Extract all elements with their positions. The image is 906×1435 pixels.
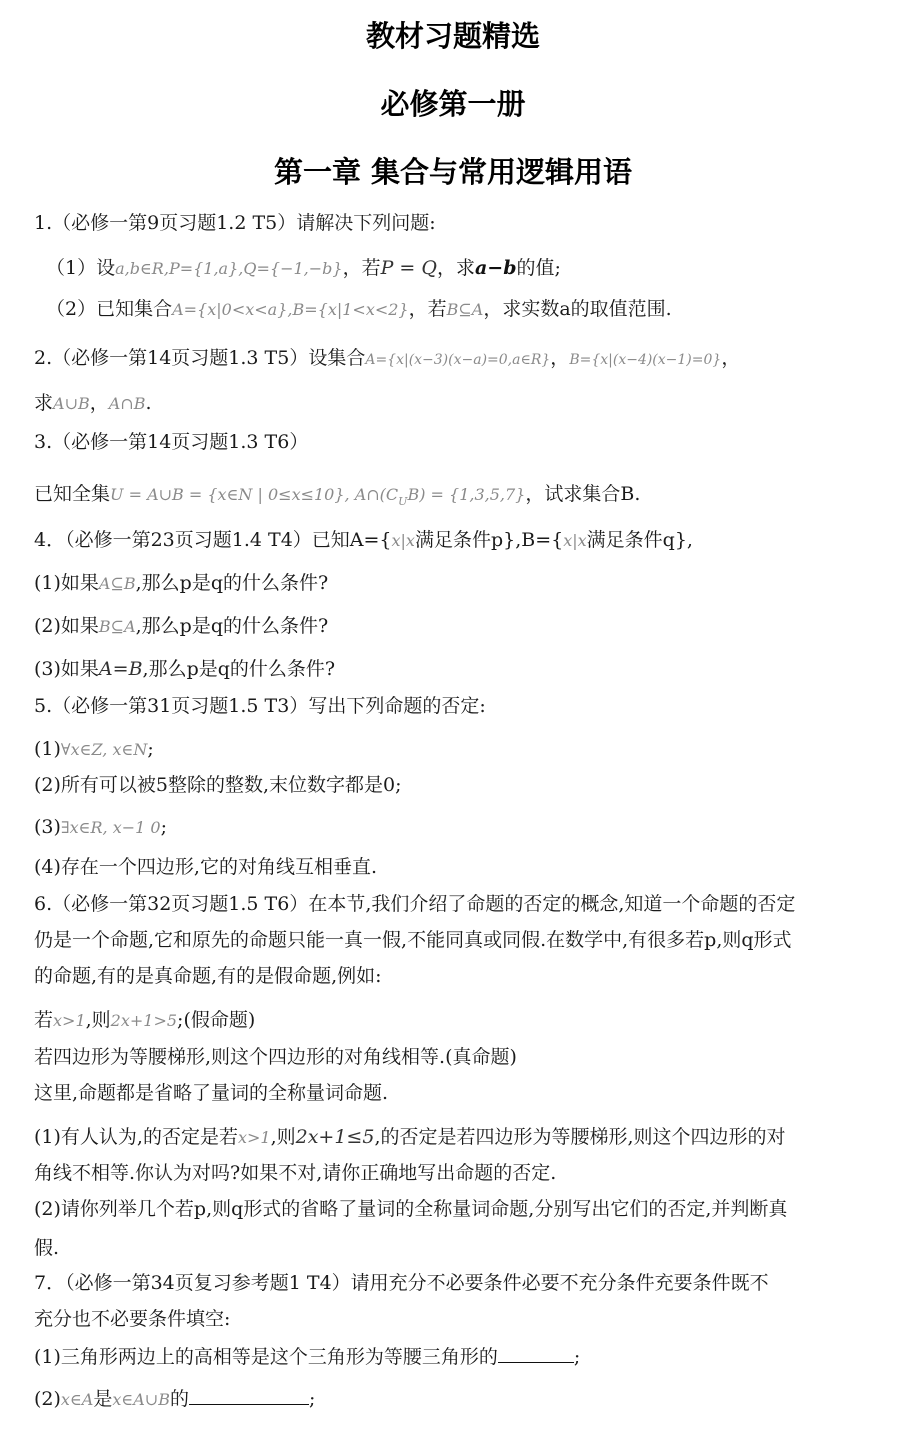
q1-part2-text-c: ，求实数a的取值范围. [483, 298, 672, 320]
q5-heading: 5.（必修一第31页习题1.5 T3）写出下列命题的否定: [34, 695, 486, 717]
q7-part1-blank[interactable] [498, 1344, 574, 1363]
q6-example1 [34, 1008, 888, 1033]
q4-part1-text-b: ,那么p是q的什么条件? [135, 572, 329, 594]
q7-part2-math1: x∈A [60, 1390, 94, 1409]
q6-example1-text-a: 若 [34, 1009, 54, 1031]
q4-part1-math: A⊆B [98, 574, 136, 593]
q6-part1-text-a: (1)有人认为,的否定是若 [34, 1126, 238, 1148]
q2-math-set-a: A={x|(x−3)(x−a)=0,a∈R} [365, 352, 551, 368]
q6-line3: 的命题,有的是真命题,有的是假命题,例如: [34, 965, 382, 987]
q6-example1-math1: x>1 [53, 1011, 86, 1030]
q2-math-intersection: A∩B [108, 394, 146, 413]
q6-heading: 6.（必修一第32页习题1.5 T6）在本节,我们介绍了命题的否定的概念,知道一个命题的否定 [34, 893, 796, 915]
q2-line2-text-a: 求 [34, 392, 54, 414]
q4-part1-text-a: (1)如果 [34, 572, 99, 594]
q6-example2: 若四边形为等腰梯形,则这个四边形的对角线相等.(真命题) [34, 1046, 517, 1068]
q4-part2-text-b: ,那么p是q的什么条件? [135, 615, 329, 637]
q6-part1-line2: 角线不相等.你认为对吗?如果不对,请你正确地写出命题的否定. [34, 1162, 557, 1184]
q5-part1-text-a: (1) [34, 738, 61, 760]
q1-part1-math-diff: a−b [474, 257, 517, 279]
q7-part1-end: ; [573, 1346, 581, 1368]
q6-part1-math1: x>1 [237, 1128, 271, 1147]
q3-math-complement: B) = {1,3,5,7} [407, 485, 526, 504]
q4-math-x2: x|x [563, 531, 587, 550]
q7-part2-end: ; [308, 1388, 316, 1410]
q5-part1 [34, 737, 888, 762]
q3-line2-text-a: 已知全集 [34, 483, 111, 505]
q7-heading: 7．（必修一第34页复习参考题1 T4）请用充分不必要条件必要不充分条件充要条件既不 [34, 1272, 769, 1294]
q7-line2: 充分也不必要条件填空: [34, 1308, 231, 1330]
q6-note: 这里,命题都是省略了量词的全称量词命题. [34, 1082, 389, 1104]
q1-part2 [46, 297, 888, 322]
q7-part2-text-a: (2) [34, 1388, 61, 1410]
q2-line2-text-b: ， [89, 392, 109, 414]
q5-part3-math: ∃x∈R, x−1 0 [60, 818, 161, 837]
q1-part1 [46, 256, 888, 281]
q5-part3-text-a: (3) [34, 816, 61, 838]
q6-example1-text-b: ,则 [85, 1009, 111, 1031]
q6-line2: 仍是一个命题,它和原先的命题只能一真一假,不能同真或同假.在数学中,有很多若p,则q形式 [34, 929, 792, 951]
q4-heading-text-a: 4．（必修一第23页习题1.4 T4）已知A={ [34, 529, 392, 551]
q3-line2-text-b: ，试求集合B. [525, 483, 641, 505]
q1-part1-text-b: ，若 [342, 257, 381, 279]
q2-math-union: A∪B [53, 394, 90, 413]
q7-part2-blank[interactable] [189, 1386, 309, 1405]
q3-line2 [34, 482, 888, 514]
q6-part1-text-c: ,的否定是若四边形为等腰梯形,则这个四边形的对 [374, 1126, 786, 1148]
q1-part2-math-sets: A={x|0<x<a},B={x|1<x<2} [172, 300, 409, 319]
q2-sep: ， [550, 347, 570, 369]
book-title: 必修第一册 [380, 87, 526, 121]
q7-part1 [34, 1344, 888, 1369]
q4-part3-math: A=B [98, 658, 143, 680]
q4-part2 [34, 614, 888, 639]
q6-part1-math2: 2x+1≤5 [295, 1126, 375, 1148]
q2-line2-text-c: . [145, 392, 152, 414]
q7-part2-text-b: 是 [93, 1388, 113, 1410]
main-title: 教材习题精选 [365, 19, 540, 53]
q6-part1-text-b: ,则 [270, 1126, 296, 1148]
q3-heading: 3.（必修一第14页习题1.3 T6） [34, 431, 309, 453]
q5-part4: (4)存在一个四边形,它的对角线互相垂直. [34, 856, 377, 878]
q4-part3-text-a: (3)如果 [34, 658, 99, 680]
q7-part2-math2: x∈A∪B [112, 1390, 170, 1409]
q3-math-universal: U = A∪B = {x∈N | 0≤x≤10}, A∩(C [110, 485, 399, 504]
q7-part2 [34, 1386, 888, 1412]
q1-heading: 1.（必修一第9页习题1.2 T5）请解决下列问题: [34, 212, 436, 234]
q2-line2 [34, 391, 888, 416]
q5-part2: (2)所有可以被5整除的整数,末位数字都是0; [34, 774, 402, 796]
q6-example1-math2: 2x+1>5 [110, 1011, 178, 1030]
q4-heading-text-b: 满足条件p},B={ [414, 529, 564, 551]
q4-part3-text-b: ,那么p是q的什么条件? [142, 658, 336, 680]
q4-part1 [34, 571, 888, 596]
q5-part1-text-b: ; [147, 738, 154, 760]
q6-part2-line2: 假. [34, 1237, 60, 1259]
q4-math-x1: x|x [391, 531, 415, 550]
q2-heading [34, 346, 888, 372]
q4-heading [34, 528, 888, 553]
q1-part1-math-sets: a,b∈R,P={1,a},Q={−1,−b} [115, 259, 343, 278]
q4-heading-text-c: 满足条件q}, [586, 529, 693, 551]
q4-part2-math: B⊆A [98, 617, 136, 636]
q7-part2-text-c: 的 [169, 1388, 189, 1410]
q1-part2-text-b: ，若 [408, 298, 447, 320]
q6-example1-text-c: ;(假命题) [177, 1009, 256, 1031]
chapter-title: 第一章 集合与常用逻辑用语 [273, 155, 633, 189]
q7-part1-text: (1)三角形两边上的高相等是这个三角形为等腰三角形的 [34, 1346, 498, 1368]
q5-part1-math: ∀x∈Z, x∈N [60, 740, 148, 759]
q1-part2-text-a: （2）已知集合 [46, 298, 173, 320]
q1-part1-text-a: （1）设 [46, 257, 116, 279]
q6-part2: (2)请你列举几个若p,则q形式的省略了量词的全称量词命题,分别写出它们的否定,并判断真 [34, 1198, 788, 1220]
q2-end: ， [721, 347, 741, 369]
q5-part3-text-b: ; [160, 816, 167, 838]
q3-math-sub: U [398, 494, 408, 508]
q5-part3 [34, 815, 888, 840]
q1-part2-math-subset: B⊆A [446, 300, 484, 319]
q2-math-set-b: B={x|(x−4)(x−1)=0} [569, 352, 722, 368]
q1-part1-text-d: 的值; [516, 257, 561, 279]
q6-part1 [34, 1125, 888, 1150]
q1-part1-text-c: ，求 [436, 257, 475, 279]
q4-part2-text-a: (2)如果 [34, 615, 99, 637]
q4-part3 [34, 657, 888, 681]
q1-part1-math-eq: P = Q [380, 257, 437, 279]
q2-heading-text: 2.（必修一第14页习题1.3 T5）设集合 [34, 347, 366, 369]
